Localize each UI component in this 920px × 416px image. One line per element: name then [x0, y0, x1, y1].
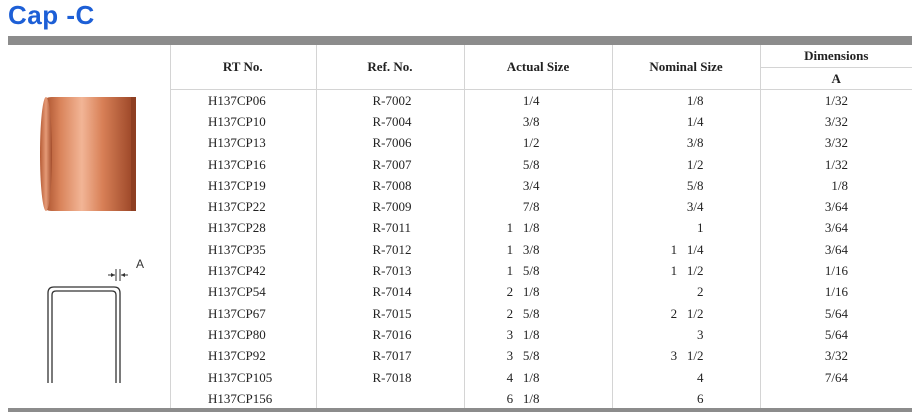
rt-no-cell: H137CP35: [208, 241, 266, 257]
header-dimensions: Dimensions: [760, 45, 912, 68]
page-title: Cap -C: [8, 0, 95, 30]
nominal-size-cell: 6: [612, 388, 760, 409]
actual-size-cell: 1 1/8: [464, 218, 612, 239]
actual-size-cell: 7/8: [464, 196, 612, 217]
nominal-size-cell: 3 1/2: [612, 346, 760, 367]
ref-no-cell: R-7018: [316, 367, 464, 388]
actual-size-cell: 1 5/8: [464, 260, 612, 281]
actual-size-cell: 2 5/8: [464, 303, 612, 324]
dimension-a-cell: 5/64: [760, 303, 912, 324]
dimension-a-cell: 1/16: [760, 282, 912, 303]
rt-no-cell: H137CP13: [208, 135, 266, 151]
dimension-a-cell: [760, 388, 912, 409]
rt-no-cell: H137CP67: [208, 305, 266, 321]
cap-section-diagram-icon: [36, 257, 166, 385]
nominal-size-cell: 2: [612, 282, 760, 303]
nominal-size-cell: 1 1/2: [612, 260, 760, 281]
actual-size-cell: 3/8: [464, 111, 612, 132]
copper-cap-photo: [38, 95, 140, 213]
table-row: [170, 111, 912, 132]
actual-size-cell: 1 3/8: [464, 239, 612, 260]
actual-size-cell: 3 5/8: [464, 346, 612, 367]
rt-no-cell: H137CP28: [208, 220, 266, 236]
nominal-size-cell: 1/8: [612, 90, 760, 112]
dimension-a-cell: 3/64: [760, 239, 912, 260]
ref-no-cell: R-7013: [316, 260, 464, 281]
dimension-a-cell: 3/64: [760, 196, 912, 217]
ref-no-cell: R-7017: [316, 346, 464, 367]
rt-no-cell: H137CP10: [208, 113, 266, 129]
actual-size-cell: 6 1/8: [464, 388, 612, 409]
product-image-panel: [8, 45, 171, 408]
ref-no-cell: R-7011: [316, 218, 464, 239]
header-nominal-size: Nominal Size: [612, 45, 760, 90]
ref-no-cell: R-7004: [316, 111, 464, 132]
dimension-a-cell: 1/8: [760, 175, 912, 196]
table-row: [170, 260, 912, 281]
actual-size-cell: 1/4: [464, 90, 612, 112]
dimension-a-label: A: [136, 257, 145, 271]
dimension-a-cell: 5/64: [760, 324, 912, 345]
rt-no-cell: H137CP06: [208, 92, 266, 108]
nominal-size-cell: 1: [612, 218, 760, 239]
ref-no-cell: R-7014: [316, 282, 464, 303]
actual-size-cell: 1/2: [464, 133, 612, 154]
ref-no-cell: R-7002: [316, 90, 464, 112]
dimension-a-cell: 1/16: [760, 260, 912, 281]
header-rt-no: RT No.: [170, 45, 316, 90]
ref-no-cell: R-7006: [316, 133, 464, 154]
actual-size-cell: 3 1/8: [464, 324, 612, 345]
ref-no-cell: R-7008: [316, 175, 464, 196]
ref-no-cell: R-7015: [316, 303, 464, 324]
table-row: [170, 346, 912, 367]
table-row: [170, 324, 912, 345]
table-row: [170, 218, 912, 239]
rt-no-cell: H137CP80: [208, 326, 266, 342]
rt-no-cell: H137CP156: [208, 390, 273, 406]
header-dimension-a: A: [760, 68, 912, 90]
dimension-a-cell: 3/32: [760, 111, 912, 132]
table-row: [170, 282, 912, 303]
nominal-size-cell: 3/4: [612, 196, 760, 217]
ref-no-cell: R-7012: [316, 239, 464, 260]
actual-size-cell: 3/4: [464, 175, 612, 196]
ref-no-cell: R-7016: [316, 324, 464, 345]
ref-no-cell: R-7007: [316, 154, 464, 175]
table-row: [170, 133, 912, 154]
nominal-size-cell: 1/2: [612, 154, 760, 175]
table-row: [170, 175, 912, 196]
rt-no-cell: H137CP105: [208, 369, 273, 385]
dimension-a-cell: 3/32: [760, 133, 912, 154]
dimension-a-cell: 7/64: [760, 367, 912, 388]
dimension-a-cell: 1/32: [760, 90, 912, 112]
rt-no-cell: H137CP92: [208, 348, 266, 364]
nominal-size-cell: 2 1/2: [612, 303, 760, 324]
actual-size-cell: 2 1/8: [464, 282, 612, 303]
nominal-size-cell: 3/8: [612, 133, 760, 154]
rt-no-cell: H137CP54: [208, 284, 266, 300]
header-actual-size: Actual Size: [464, 45, 612, 90]
nominal-size-cell: 3: [612, 324, 760, 345]
dimension-a-cell: 3/64: [760, 218, 912, 239]
top-divider: [8, 36, 912, 45]
table-row: [170, 239, 912, 260]
ref-no-cell: R-7009: [316, 196, 464, 217]
nominal-size-cell: 5/8: [612, 175, 760, 196]
nominal-size-cell: 1 1/4: [612, 239, 760, 260]
dimension-a-cell: 3/32: [760, 346, 912, 367]
table-row: [170, 388, 912, 409]
table-row: [170, 367, 912, 388]
actual-size-cell: 5/8: [464, 154, 612, 175]
bottom-divider: [8, 408, 912, 412]
table-row: [170, 154, 912, 175]
ref-no-cell: [316, 388, 464, 409]
nominal-size-cell: 1/4: [612, 111, 760, 132]
rt-no-cell: H137CP22: [208, 199, 266, 215]
dimension-a-cell: 1/32: [760, 154, 912, 175]
header-ref-no: Ref. No.: [316, 45, 464, 90]
cap-spec-table: [170, 45, 912, 409]
table-row: [170, 196, 912, 217]
rt-no-cell: H137CP42: [208, 263, 266, 279]
table-row: [170, 90, 912, 112]
rt-no-cell: H137CP16: [208, 156, 266, 172]
actual-size-cell: 4 1/8: [464, 367, 612, 388]
table-row: [170, 303, 912, 324]
nominal-size-cell: 4: [612, 367, 760, 388]
rt-no-cell: H137CP19: [208, 177, 266, 193]
